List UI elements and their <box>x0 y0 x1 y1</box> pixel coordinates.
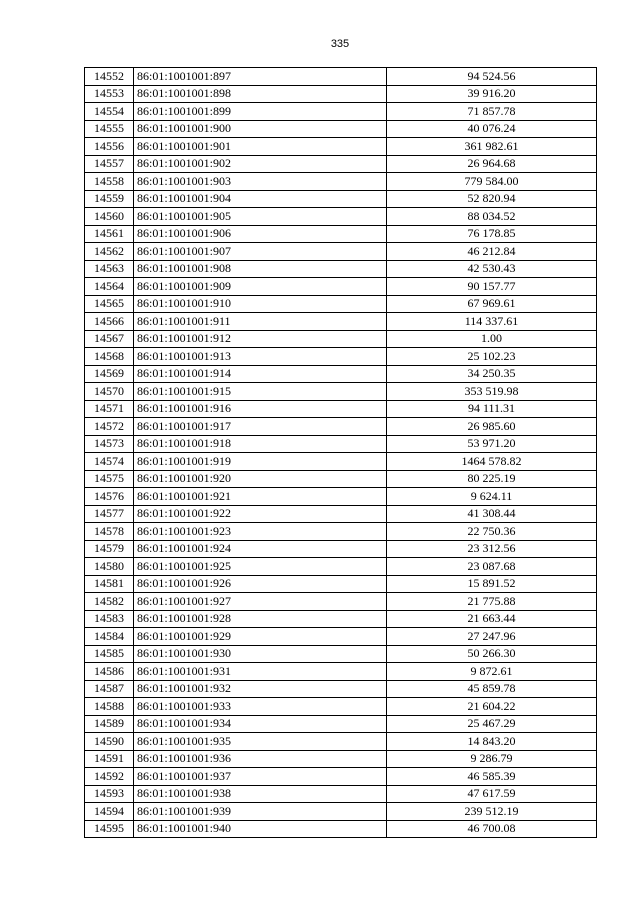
table-body <box>85 68 597 838</box>
cadastral-number: 86:01:1001001:915 <box>134 383 387 401</box>
row-number: 14561 <box>85 225 134 243</box>
cadastral-number: 86:01:1001001:899 <box>134 103 387 121</box>
cadastral-number: 86:01:1001001:897 <box>134 68 387 86</box>
table-row <box>85 120 597 138</box>
table-row <box>85 330 597 348</box>
cadastral-table <box>84 67 597 838</box>
cadastral-number: 86:01:1001001:906 <box>134 225 387 243</box>
cadastral-number: 86:01:1001001:901 <box>134 138 387 156</box>
table-row <box>85 418 597 436</box>
cadastral-number: 86:01:1001001:930 <box>134 645 387 663</box>
cadastral-value: 34 250.35 <box>387 365 597 383</box>
cadastral-number: 86:01:1001001:929 <box>134 628 387 646</box>
row-number: 14586 <box>85 663 134 681</box>
cadastral-value: 47 617.59 <box>387 785 597 803</box>
cadastral-value: 50 266.30 <box>387 645 597 663</box>
table-row <box>85 645 597 663</box>
cadastral-value: 94 524.56 <box>387 68 597 86</box>
cadastral-value: 46 212.84 <box>387 243 597 261</box>
row-number: 14558 <box>85 173 134 191</box>
table-row <box>85 295 597 313</box>
table-row <box>85 173 597 191</box>
cadastral-value: 25 467.29 <box>387 715 597 733</box>
table-row <box>85 575 597 593</box>
cadastral-number: 86:01:1001001:923 <box>134 523 387 541</box>
table-row <box>85 733 597 751</box>
cadastral-number: 86:01:1001001:913 <box>134 348 387 366</box>
cadastral-number: 86:01:1001001:902 <box>134 155 387 173</box>
cadastral-value: 1.00 <box>387 330 597 348</box>
table-row <box>85 523 597 541</box>
row-number: 14557 <box>85 155 134 173</box>
cadastral-number: 86:01:1001001:934 <box>134 715 387 733</box>
row-number: 14575 <box>85 470 134 488</box>
cadastral-number: 86:01:1001001:910 <box>134 295 387 313</box>
cadastral-number: 86:01:1001001:931 <box>134 663 387 681</box>
table-row <box>85 435 597 453</box>
cadastral-value: 26 964.68 <box>387 155 597 173</box>
row-number: 14568 <box>85 348 134 366</box>
row-number: 14590 <box>85 733 134 751</box>
row-number: 14578 <box>85 523 134 541</box>
row-number: 14566 <box>85 313 134 331</box>
row-number: 14573 <box>85 435 134 453</box>
row-number: 14592 <box>85 768 134 786</box>
cadastral-value: 88 034.52 <box>387 208 597 226</box>
cadastral-value: 39 916.20 <box>387 85 597 103</box>
row-number: 14579 <box>85 540 134 558</box>
row-number: 14554 <box>85 103 134 121</box>
row-number: 14555 <box>85 120 134 138</box>
cadastral-value: 52 820.94 <box>387 190 597 208</box>
cadastral-number: 86:01:1001001:914 <box>134 365 387 383</box>
cadastral-value: 41 308.44 <box>387 505 597 523</box>
row-number: 14565 <box>85 295 134 313</box>
row-number: 14582 <box>85 593 134 611</box>
table-row <box>85 715 597 733</box>
table-row <box>85 278 597 296</box>
table-row <box>85 383 597 401</box>
cadastral-number: 86:01:1001001:926 <box>134 575 387 593</box>
row-number: 14564 <box>85 278 134 296</box>
cadastral-value: 353 519.98 <box>387 383 597 401</box>
cadastral-number: 86:01:1001001:898 <box>134 85 387 103</box>
cadastral-value: 40 076.24 <box>387 120 597 138</box>
cadastral-number: 86:01:1001001:909 <box>134 278 387 296</box>
cadastral-number: 86:01:1001001:933 <box>134 698 387 716</box>
row-number: 14595 <box>85 820 134 838</box>
row-number: 14594 <box>85 803 134 821</box>
cadastral-number: 86:01:1001001:936 <box>134 750 387 768</box>
cadastral-value: 23 087.68 <box>387 558 597 576</box>
row-number: 14553 <box>85 85 134 103</box>
row-number: 14556 <box>85 138 134 156</box>
cadastral-value: 80 225.19 <box>387 470 597 488</box>
row-number: 14585 <box>85 645 134 663</box>
cadastral-number: 86:01:1001001:927 <box>134 593 387 611</box>
table-row <box>85 820 597 838</box>
cadastral-number: 86:01:1001001:918 <box>134 435 387 453</box>
table-row <box>85 593 597 611</box>
row-number: 14593 <box>85 785 134 803</box>
cadastral-number: 86:01:1001001:900 <box>134 120 387 138</box>
table-row <box>85 558 597 576</box>
row-number: 14581 <box>85 575 134 593</box>
cadastral-value: 21 663.44 <box>387 610 597 628</box>
table-row <box>85 155 597 173</box>
table-row <box>85 470 597 488</box>
cadastral-value: 42 530.43 <box>387 260 597 278</box>
cadastral-number: 86:01:1001001:908 <box>134 260 387 278</box>
row-number: 14584 <box>85 628 134 646</box>
table-row <box>85 750 597 768</box>
table-row <box>85 785 597 803</box>
cadastral-value: 9 872.61 <box>387 663 597 681</box>
cadastral-value: 94 111.31 <box>387 400 597 418</box>
cadastral-number: 86:01:1001001:916 <box>134 400 387 418</box>
table-row <box>85 365 597 383</box>
page-number: 335 <box>330 38 350 50</box>
table-row <box>85 453 597 471</box>
table-row <box>85 768 597 786</box>
row-number: 14560 <box>85 208 134 226</box>
cadastral-value: 23 312.56 <box>387 540 597 558</box>
table-row <box>85 190 597 208</box>
cadastral-number: 86:01:1001001:939 <box>134 803 387 821</box>
table-row <box>85 628 597 646</box>
row-number: 14571 <box>85 400 134 418</box>
cadastral-number: 86:01:1001001:921 <box>134 488 387 506</box>
cadastral-number: 86:01:1001001:928 <box>134 610 387 628</box>
row-number: 14562 <box>85 243 134 261</box>
cadastral-value: 53 971.20 <box>387 435 597 453</box>
cadastral-value: 46 585.39 <box>387 768 597 786</box>
row-number: 14589 <box>85 715 134 733</box>
cadastral-number: 86:01:1001001:924 <box>134 540 387 558</box>
cadastral-value: 45 859.78 <box>387 680 597 698</box>
cadastral-number: 86:01:1001001:911 <box>134 313 387 331</box>
cadastral-number: 86:01:1001001:940 <box>134 820 387 838</box>
row-number: 14574 <box>85 453 134 471</box>
row-number: 14591 <box>85 750 134 768</box>
table-row <box>85 313 597 331</box>
cadastral-number: 86:01:1001001:917 <box>134 418 387 436</box>
cadastral-number: 86:01:1001001:920 <box>134 470 387 488</box>
cadastral-value: 90 157.77 <box>387 278 597 296</box>
cadastral-value: 239 512.19 <box>387 803 597 821</box>
row-number: 14580 <box>85 558 134 576</box>
table-row <box>85 348 597 366</box>
cadastral-number: 86:01:1001001:937 <box>134 768 387 786</box>
cadastral-value: 21 775.88 <box>387 593 597 611</box>
row-number: 14588 <box>85 698 134 716</box>
cadastral-value: 9 286.79 <box>387 750 597 768</box>
cadastral-number: 86:01:1001001:938 <box>134 785 387 803</box>
table-row <box>85 138 597 156</box>
cadastral-value: 361 982.61 <box>387 138 597 156</box>
cadastral-value: 27 247.96 <box>387 628 597 646</box>
cadastral-number: 86:01:1001001:905 <box>134 208 387 226</box>
row-number: 14576 <box>85 488 134 506</box>
table-row <box>85 698 597 716</box>
row-number: 14572 <box>85 418 134 436</box>
cadastral-value: 67 969.61 <box>387 295 597 313</box>
cadastral-number: 86:01:1001001:922 <box>134 505 387 523</box>
cadastral-value: 22 750.36 <box>387 523 597 541</box>
cadastral-value: 9 624.11 <box>387 488 597 506</box>
row-number: 14587 <box>85 680 134 698</box>
row-number: 14577 <box>85 505 134 523</box>
cadastral-number: 86:01:1001001:903 <box>134 173 387 191</box>
table-row <box>85 488 597 506</box>
cadastral-value: 1464 578.82 <box>387 453 597 471</box>
table-row <box>85 400 597 418</box>
cadastral-value: 25 102.23 <box>387 348 597 366</box>
row-number: 14569 <box>85 365 134 383</box>
row-number: 14583 <box>85 610 134 628</box>
row-number: 14552 <box>85 68 134 86</box>
cadastral-value: 71 857.78 <box>387 103 597 121</box>
table-row <box>85 103 597 121</box>
table-row <box>85 540 597 558</box>
row-number: 14567 <box>85 330 134 348</box>
cadastral-number: 86:01:1001001:932 <box>134 680 387 698</box>
cadastral-value: 114 337.61 <box>387 313 597 331</box>
table-row <box>85 680 597 698</box>
row-number: 14570 <box>85 383 134 401</box>
table-row <box>85 803 597 821</box>
table-row <box>85 208 597 226</box>
cadastral-number: 86:01:1001001:904 <box>134 190 387 208</box>
cadastral-value: 76 178.85 <box>387 225 597 243</box>
table-row <box>85 505 597 523</box>
cadastral-value: 14 843.20 <box>387 733 597 751</box>
table-row <box>85 225 597 243</box>
table-row <box>85 663 597 681</box>
table-row <box>85 85 597 103</box>
cadastral-value: 15 891.52 <box>387 575 597 593</box>
cadastral-number: 86:01:1001001:935 <box>134 733 387 751</box>
table-row <box>85 260 597 278</box>
table-row <box>85 243 597 261</box>
row-number: 14563 <box>85 260 134 278</box>
cadastral-value: 26 985.60 <box>387 418 597 436</box>
table-row <box>85 610 597 628</box>
table-row <box>85 68 597 86</box>
cadastral-value: 46 700.08 <box>387 820 597 838</box>
cadastral-number: 86:01:1001001:912 <box>134 330 387 348</box>
cadastral-value: 779 584.00 <box>387 173 597 191</box>
cadastral-number: 86:01:1001001:907 <box>134 243 387 261</box>
row-number: 14559 <box>85 190 134 208</box>
cadastral-number: 86:01:1001001:925 <box>134 558 387 576</box>
cadastral-number: 86:01:1001001:919 <box>134 453 387 471</box>
cadastral-value: 21 604.22 <box>387 698 597 716</box>
